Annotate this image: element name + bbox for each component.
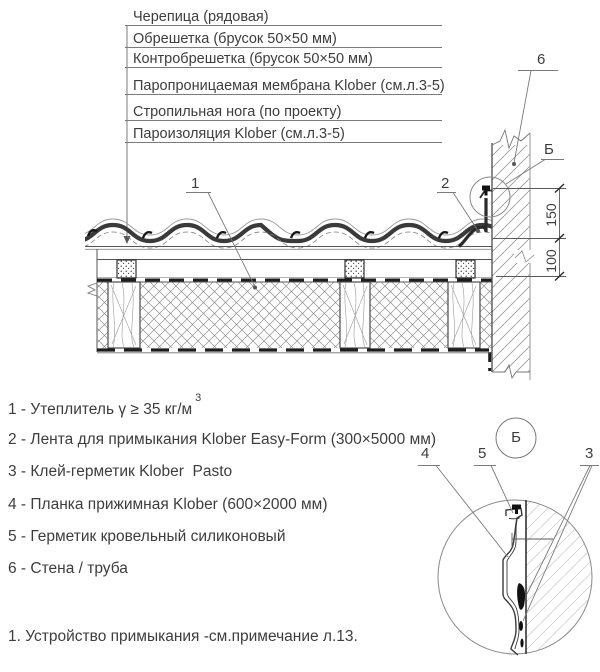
wall: [492, 130, 534, 380]
insulation-layer: [88, 282, 492, 348]
legend-item-3: 3 - Клей-герметик Klober Pasto: [8, 463, 233, 480]
layer-label-vapor-barrier: Пароизоляция Klober (см.л.3-5): [133, 126, 345, 142]
note-text: 1. Устройство примыкания -см.примечание л.13.: [8, 628, 358, 645]
batten-block: [117, 260, 475, 278]
callout-2: 2: [441, 175, 450, 192]
layer-label-counterbatten: Контробрешетка (брусок 50×50 мм): [133, 51, 373, 67]
dimension-150: 150: [543, 203, 559, 227]
callout-1: 1: [191, 175, 200, 192]
break-symbol-left: [88, 283, 97, 296]
flashing-anchor: [482, 186, 490, 191]
detail-callout-5: 5: [478, 445, 487, 462]
layer-label-membrane: Паропроницаемая мембрана Klober (см.л.3-5): [133, 78, 445, 94]
detail-view: [418, 418, 599, 658]
legend-item-4: 4 - Планка прижимная Klober (600×2000 мм): [8, 496, 328, 513]
layer-label-batten: Обрешетка (брусок 50×50 мм): [133, 31, 337, 47]
leader-arrowhead: [124, 236, 131, 244]
flashing-main: [459, 186, 492, 247]
legend-item-1: [8, 392, 202, 419]
legend-item-5: 5 - Герметик кровельный силиконовый: [8, 528, 286, 545]
detail-screw: [512, 505, 521, 510]
dimension-100: 100: [543, 249, 559, 273]
detail-wall-hatch: [526, 498, 596, 658]
detail-callout-4: 4: [421, 445, 430, 462]
legend-item-6: 6 - Стена / труба: [8, 560, 128, 577]
detail-callout-3: 3: [585, 445, 594, 462]
detail-ref-label: Б: [544, 141, 554, 158]
detail-flashing-profile: [503, 509, 522, 656]
layer-label-tile: Черепица (рядовая): [133, 9, 269, 25]
legend-item-1-sup: 3: [195, 392, 202, 404]
layer-label-rafter: Стропильная нога (по проекту): [133, 104, 342, 120]
legend-item-2: 2 - Лента для примыкания Klober Easy-Form (300×5000 мм): [8, 431, 437, 448]
detail-title-label: Б: [511, 429, 521, 446]
tile-layer: [76, 219, 520, 248]
legend-item-1-text: 1 - Утеплитель γ ≥ 35 кг/м: [8, 401, 193, 419]
callout-6: 6: [537, 51, 546, 68]
